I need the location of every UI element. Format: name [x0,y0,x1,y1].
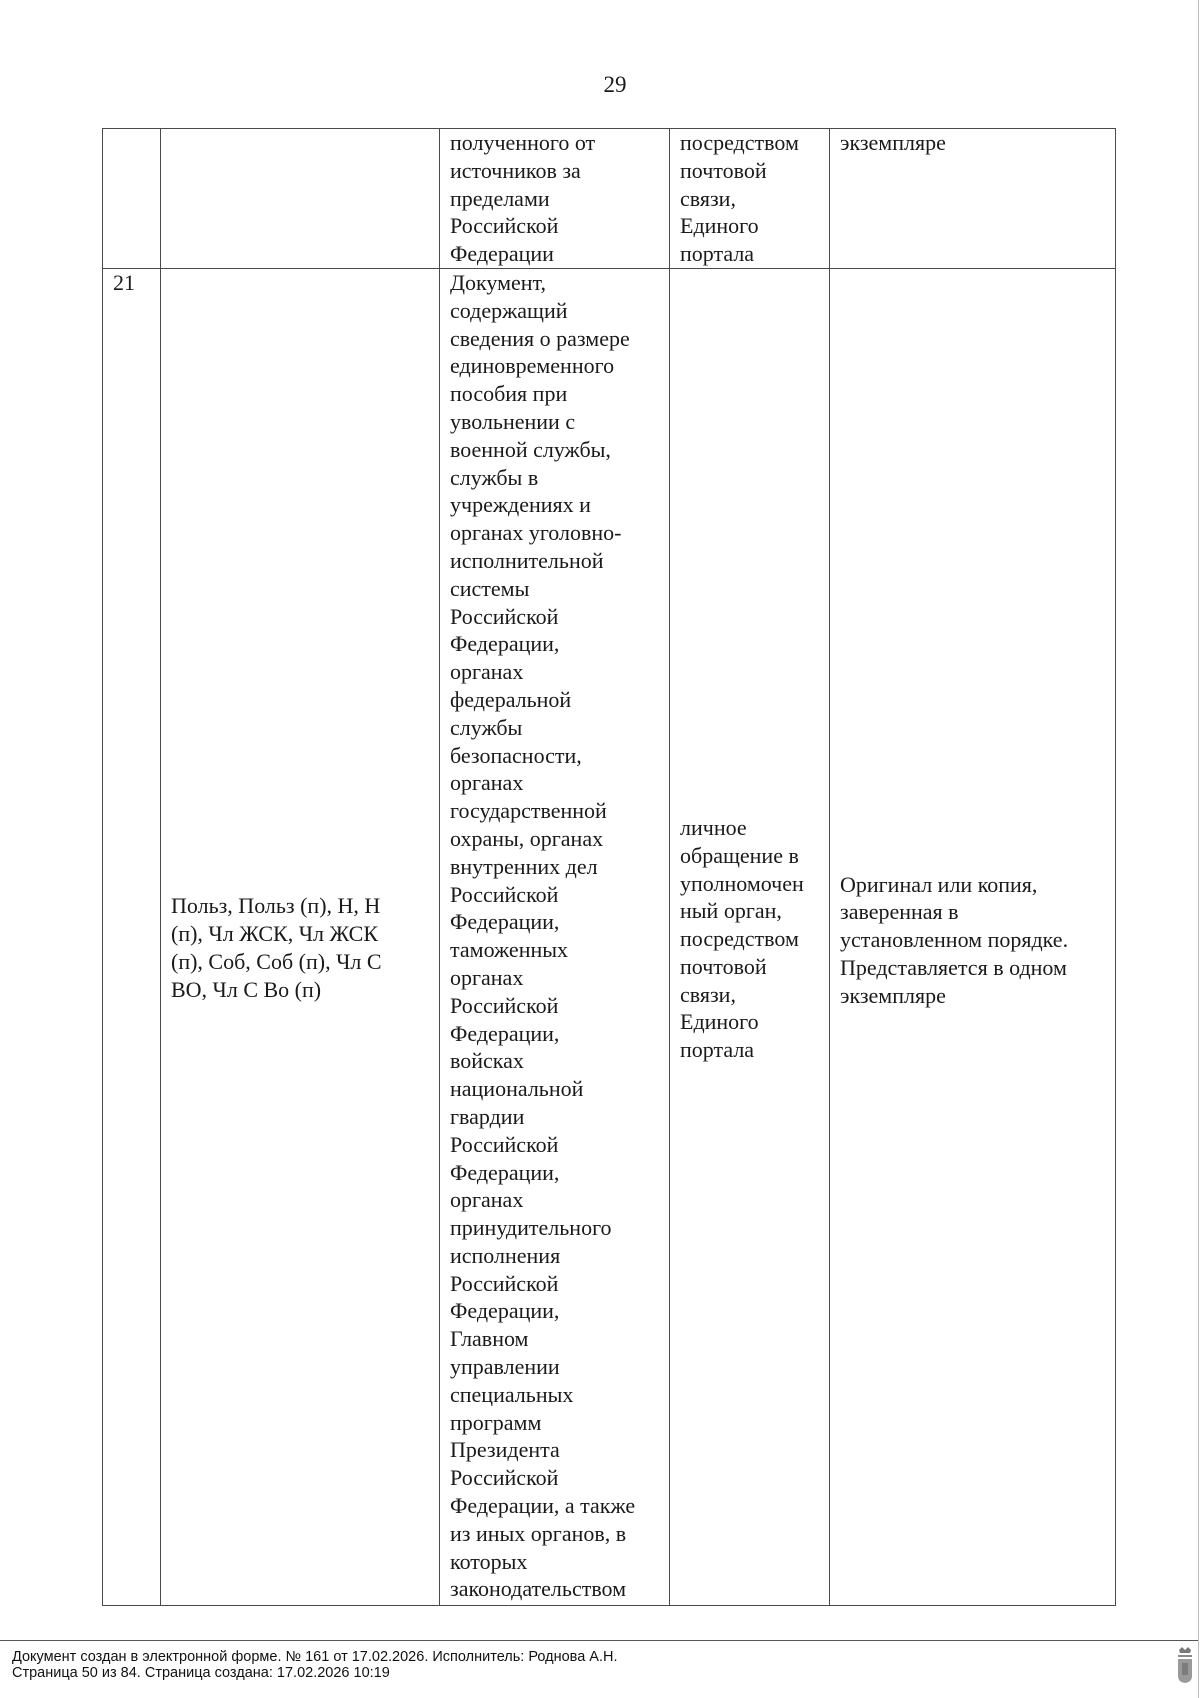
table-row [103,129,1116,269]
document-requirements: Оригинал или копия, заверенная в установленном порядке. Представляется в одном экземпляре [840,871,1069,1008]
document-requirements-cell [830,129,1116,269]
submission-method-cell [670,129,830,269]
applicant-category-cell [161,129,440,269]
footer-document-info: Документ создан в электронной форме. № 161 от 17.02.2026. Исполнитель: Роднова А.Н. [12,1649,618,1665]
table-row [103,269,1116,1606]
footer-divider [0,1640,1198,1641]
submission-method-cell [670,269,830,1606]
document-name: полученного от источников за пределами Российской Федерации [450,130,596,267]
submission-method: личное обращение в уполномочен ный орган, посредством почтовой связи, Единого портала [680,814,804,1063]
applicant-category: Польз, Польз (п), Н, Н (п), Чл ЖСК, Чл ЖСК (п), Соб, Соб (п), Чл С ВО, Чл С Во (п) [171,893,382,1002]
applicant-category-cell [161,269,440,1606]
coat-of-arms-icon [1175,1646,1195,1684]
footer-page-info: Страница 50 из 84. Страница создана: 17.02.2026 10:19 [12,1665,390,1681]
row-number-cell [103,269,161,1606]
row-number-cell [103,129,161,269]
documents-table [102,128,1116,1606]
page-edge-line [1198,0,1199,1698]
document-name-cell [440,269,670,1606]
document-name-cell [440,129,670,269]
row-number: 21 [113,270,135,295]
submission-method: посредством почтовой связи, Единого портала [680,130,799,267]
page-number: 29 [603,72,627,97]
footer [12,1649,618,1681]
document-name: Документ, содержащий сведения о размере единовременного пособия при увольнении с военной службы, службы в учреждениях и органах уголовно- исполнительной системы Российской Федерации, органах федеральной службы безопасности, органах государственной охраны, органах внутренних дел Российской Федерации, таможенных органах Российской Федерации, войсках национальной гвардии Российской Федерации, органах принудительного исполнения Российской Федерации, Главном управлении специальных программ Президента Российской Федерации, а также из иных органов, в которых законодательством [450,270,636,1602]
document-requirements-cell [830,269,1116,1606]
document-requirements: экземпляре [840,130,946,155]
